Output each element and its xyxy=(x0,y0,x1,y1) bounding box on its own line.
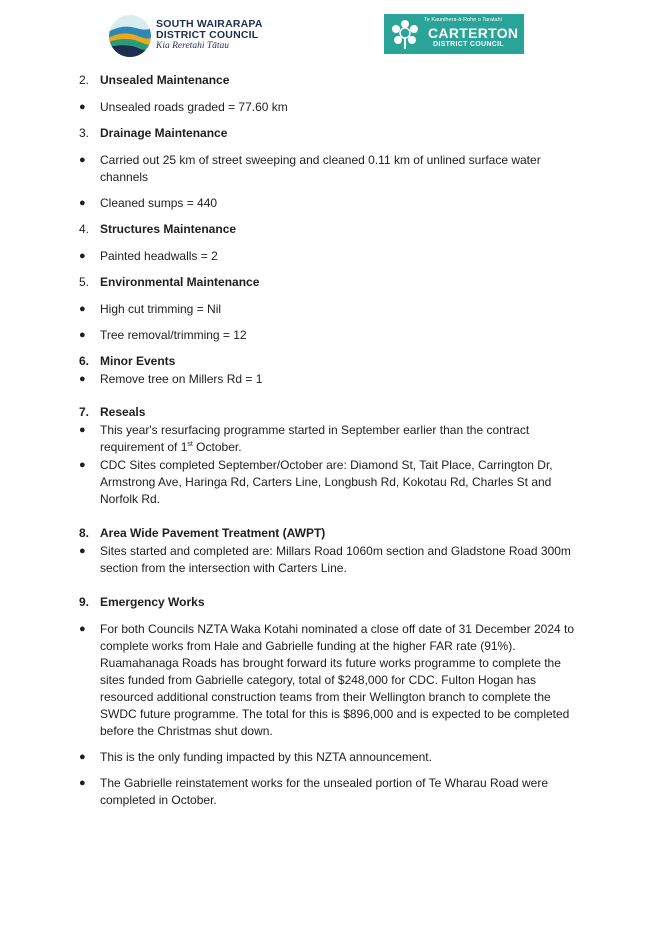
bullet-icon: ● xyxy=(79,101,86,113)
section-title: Structures Maintenance xyxy=(100,222,237,236)
section-title: Drainage Maintenance xyxy=(100,126,228,140)
section-area-wide-pavement-treatment xyxy=(79,525,599,575)
bullet-icon: ● xyxy=(79,623,86,635)
section-structures-maintenance xyxy=(79,221,599,263)
list-item: ● For both Councils NZTA Waka Kotahi nominated a close off date of 31 December 2024 to complete works from Hale and Gabrielle funding at the higher FAR rate (91%). Ruamahanaga Roads has brought forward its future works programme to complete the sites funded from Gabrielle category, total of $248,000 for CDC. Fulton Hogan has resourced additional construction teams from their Wellington branch to complete the SWDC future programme. The total for this is $896,000 and is expected to be completed before the Christmas shut down. xyxy=(79,622,575,738)
section-drainage-maintenance xyxy=(79,125,599,210)
bullet-icon: ● xyxy=(79,545,86,557)
list-item: ● This is the only funding impacted by this NZTA announcement. xyxy=(79,750,432,764)
section-title: Environmental Maintenance xyxy=(100,275,260,289)
section-number: 3. xyxy=(79,126,90,140)
section-title: Reseals xyxy=(100,405,146,419)
page-header xyxy=(0,0,645,62)
bullet-icon: ● xyxy=(79,373,86,385)
swdc-emblem-icon xyxy=(108,14,152,58)
list-item: ● Unsealed roads graded = 77.60 km xyxy=(79,100,288,114)
section-number: 4. xyxy=(79,222,90,236)
list-item: ● Carried out 25 km of street sweeping and cleaned 0.11 km of unlined surface water channels xyxy=(79,153,541,184)
section-title: Emergency Works xyxy=(100,595,205,609)
bullet-icon: ● xyxy=(79,303,86,315)
swdc-logo xyxy=(108,14,278,58)
bullet-icon: ● xyxy=(79,329,86,341)
section-environmental-maintenance xyxy=(79,274,599,342)
section-emergency-works xyxy=(79,594,599,807)
swdc-name-line1: SOUTH WAIRARAPA xyxy=(156,18,263,30)
section-number: 5. xyxy=(79,275,90,289)
bullet-icon: ● xyxy=(79,197,86,209)
list-item: ● Painted headwalls = 2 xyxy=(79,249,218,263)
section-number: 8. xyxy=(79,526,90,540)
section-number: 9. xyxy=(79,595,90,609)
list-item: ● CDC Sites completed September/October are: Diamond St, Tait Place, Carrington Dr, Armstrong Ave, Haringa Rd, Carters Line, Longbush Rd, Kokotau Rd, Charles St and Norfolk Rd. xyxy=(79,458,553,506)
list-item: ● This year's resurfacing programme started in September earlier than the contract requirement of 1st October. xyxy=(79,423,530,454)
section-title: Unsealed Maintenance xyxy=(100,73,230,87)
cdc-subtitle: DISTRICT COUNCIL xyxy=(433,41,504,48)
list-item: ● Tree removal/trimming = 12 xyxy=(79,328,247,342)
section-reseals xyxy=(79,404,599,506)
bullet-icon: ● xyxy=(79,154,86,166)
list-item: ● High cut trimming = Nil xyxy=(79,302,222,316)
list-item: ● Remove tree on Millers Rd = 1 xyxy=(79,372,263,386)
section-minor-events xyxy=(79,353,599,386)
bullet-icon: ● xyxy=(79,459,86,471)
section-number: 6. xyxy=(79,354,90,368)
section-number: 2. xyxy=(79,73,90,87)
swdc-name-line2: DISTRICT COUNCIL xyxy=(156,29,259,41)
bullet-icon: ● xyxy=(79,751,86,763)
cdc-logo xyxy=(384,14,524,54)
section-number: 7. xyxy=(79,405,90,419)
bullet-icon: ● xyxy=(79,777,86,789)
bullet-icon: ● xyxy=(79,424,86,436)
section-unsealed-maintenance xyxy=(79,72,599,114)
bullet-icon: ● xyxy=(79,250,86,262)
section-title: Area Wide Pavement Treatment (AWPT) xyxy=(100,526,326,540)
list-item: ● Sites started and completed are: Millars Road 1060m section and Gladstone Road 300m section from the intersection with Carters Line. xyxy=(79,544,571,575)
swdc-motto: Kia Reretahi Tātau xyxy=(156,41,230,51)
list-item: ● Cleaned sumps = 440 xyxy=(79,196,218,210)
section-title: Minor Events xyxy=(100,354,176,368)
cdc-flower-icon xyxy=(388,17,422,51)
cdc-name: CARTERTON xyxy=(428,25,519,41)
list-item: ● The Gabrielle reinstatement works for the unsealed portion of Te Wharau Road were completed in October. xyxy=(79,776,549,807)
cdc-maori-name: Te Kaunihera-ā-Rohe o Taratahi xyxy=(424,17,502,23)
